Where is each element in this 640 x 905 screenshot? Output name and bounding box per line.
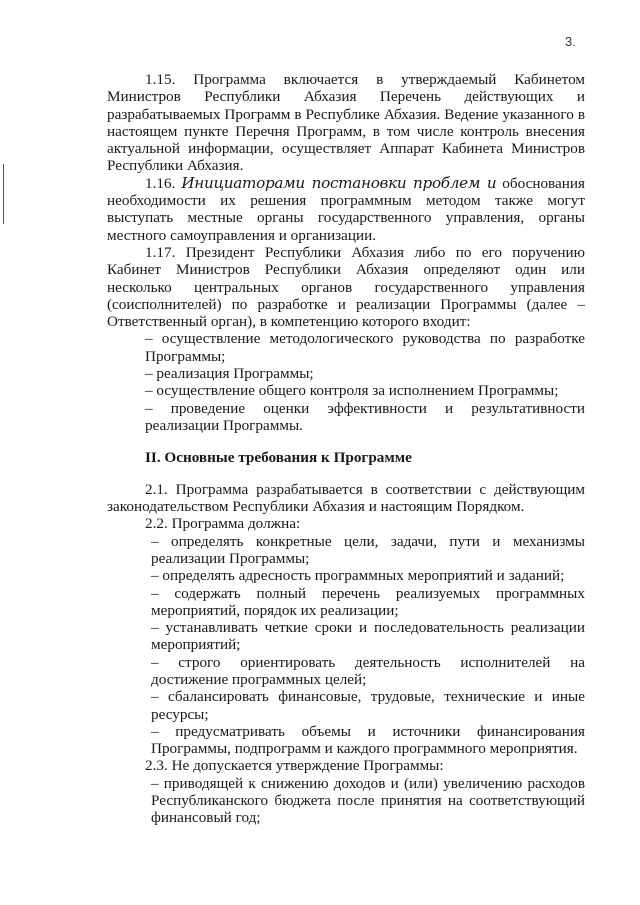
list-item: – осуществление методологического руководства по разработке Программы; bbox=[145, 330, 585, 365]
program-requirements-list bbox=[151, 533, 585, 758]
paragraph-1-16-number: 1.16. bbox=[145, 174, 176, 192]
paragraph-2-2: 2.2. Программа должна: bbox=[145, 515, 301, 533]
list-item: – строго ориентировать деятельность исполнителей на достижение программных целей; bbox=[151, 653, 585, 688]
list-item: – определять адресность программных мероприятий и заданий; bbox=[151, 567, 565, 585]
program-prohibitions-list bbox=[151, 775, 585, 827]
paragraph-1-17: 1.17. Президент Республики Абхазия либо по его поручению Кабинет Министров Республики Абхазия определяют один или несколько центральных органов государственного управления (соисполнителей) по разработке и реализации Программы (далее – Ответственный орган), в компетенцию которого входит: bbox=[107, 243, 585, 331]
paragraph-2-3: 2.3. Не допускается утверждение Программы: bbox=[145, 757, 444, 775]
paragraph-1-15: 1.15. Программа включается в утверждаемый Кабинетом Министров Республики Абхазия Перечень действующих и разрабатываемых Программ в Республике Абхазия. Ведение указанного в настоящем пункте Перечня Программ, в том числе контроль внесения актуальной информации, осуществляет Аппарат Кабинета Министров Республики Абхазия. bbox=[107, 71, 585, 175]
section-heading: II. Основные требования к Программе bbox=[145, 448, 412, 466]
document-body bbox=[107, 71, 585, 827]
list-item: – приводящей к снижению доходов и (или) увеличению расходов Республиканского бюджета после принятия на соответствующий финансовый год; bbox=[151, 774, 585, 827]
paragraph-1-16-handwritten-text: Инициаторами постановки проблем и bbox=[181, 173, 497, 192]
list-item: – сбалансировать финансовые, трудовые, технические и иные ресурсы; bbox=[151, 688, 585, 723]
scan-edge-mark bbox=[3, 164, 4, 224]
list-item: – реализация Программы; bbox=[145, 365, 314, 383]
list-item: – содержать полный перечень реализуемых программных мероприятий, порядок их реализации; bbox=[151, 584, 585, 619]
paragraph-2-1: 2.1. Программа разрабатывается в соответствии с действующим законодательством Республики Абхазия и настоящим Порядком. bbox=[107, 480, 585, 516]
responsible-body-competence-list bbox=[145, 330, 585, 434]
paragraph-1-16-text: обоснования необходимости их решения программным методом также могут выступать местные органы государственного управления, органы местного самоуправления и организации. bbox=[107, 174, 585, 244]
page-number: 3. bbox=[565, 34, 576, 49]
paragraph-1-16 bbox=[107, 175, 585, 244]
list-item: – предусматривать объемы и источники финансирования Программы, подпрограмм и каждого программного мероприятия. bbox=[151, 722, 585, 758]
list-item: – определять конкретные цели, задачи, пути и механизмы реализации Программы; bbox=[151, 532, 585, 567]
list-item: – устанавливать четкие сроки и последовательность реализации мероприятий; bbox=[151, 619, 585, 654]
list-item: – осуществление общего контроля за исполнением Программы; bbox=[145, 382, 559, 400]
list-item: – проведение оценки эффективности и результативности реализации Программы. bbox=[145, 399, 585, 434]
